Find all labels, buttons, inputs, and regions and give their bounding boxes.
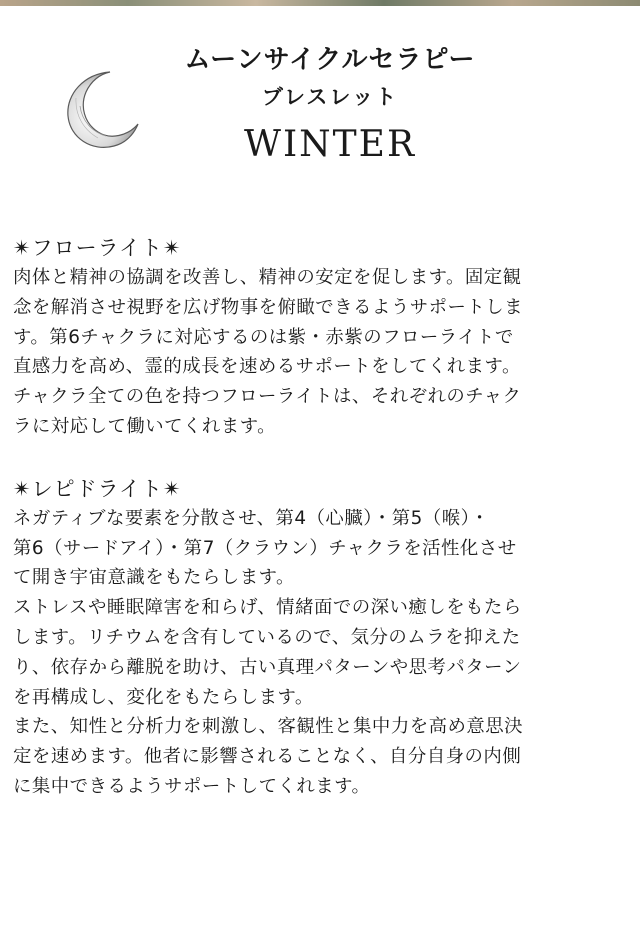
text-line: ラに対応して働いてくれます。 <box>13 415 276 437</box>
section-heading: ✴フローライト✴ <box>13 236 182 260</box>
season-label: WINTER <box>243 124 417 165</box>
text-line: 肉体と精神の協調を改善し、精神の安定を促します。固定観 <box>13 267 522 288</box>
text-line: 第6（サードアイ）・第7（クラウン）チャクラを活性化させ <box>13 537 517 559</box>
section-heading: ✴レピドライト✴ <box>13 476 182 501</box>
text-line: チャクラ全ての色を持つフローライトは、それぞれのチャク <box>13 386 522 408</box>
section-lepidolite <box>13 474 625 802</box>
text-line: ネガティブな要素を分散させ、第4（心臓）・第5（喉）・ <box>13 507 490 529</box>
text-line: す。第6チャクラに対応するのは紫・赤紫のフローライトで <box>13 326 514 348</box>
text-line: を再構成し、変化をもたらします。 <box>13 686 314 708</box>
main-content <box>13 233 625 802</box>
top-photo-strip <box>0 0 640 6</box>
section-body <box>13 504 625 802</box>
text-line: また、知性と分析力を刺激し、客観性と集中力を高め意思決 <box>13 716 524 738</box>
page-title: ムーンサイクルセラピー <box>184 45 476 75</box>
text-line: 定を速めます。他者に影響されることなく、自分自身の内側 <box>13 746 522 768</box>
section-body <box>13 263 625 442</box>
text-line: ストレスや睡眠障害を和らげ、情緒面での深い癒しをもたら <box>13 597 522 619</box>
section-spacer <box>13 442 625 474</box>
text-line: り、依存から離脱を助け、古い真理パターンや思考パターン <box>13 656 522 678</box>
title-block <box>130 40 530 174</box>
text-line: て開き宇宙意識をもたらします。 <box>13 567 295 589</box>
section-fluorite <box>13 233 625 442</box>
page-subtitle: ブレスレット <box>261 84 399 109</box>
text-line: 直感力を高め、霊的成長を速めるサポートをしてくれます。 <box>13 356 521 378</box>
text-line: します。リチウムを含有しているので、気分のムラを抑えた <box>13 626 521 648</box>
text-line: 念を解消させ視野を広げ物事を俯瞰できるようサポートしま <box>13 296 524 318</box>
text-line: に集中できるようサポートしてくれます。 <box>13 775 371 797</box>
